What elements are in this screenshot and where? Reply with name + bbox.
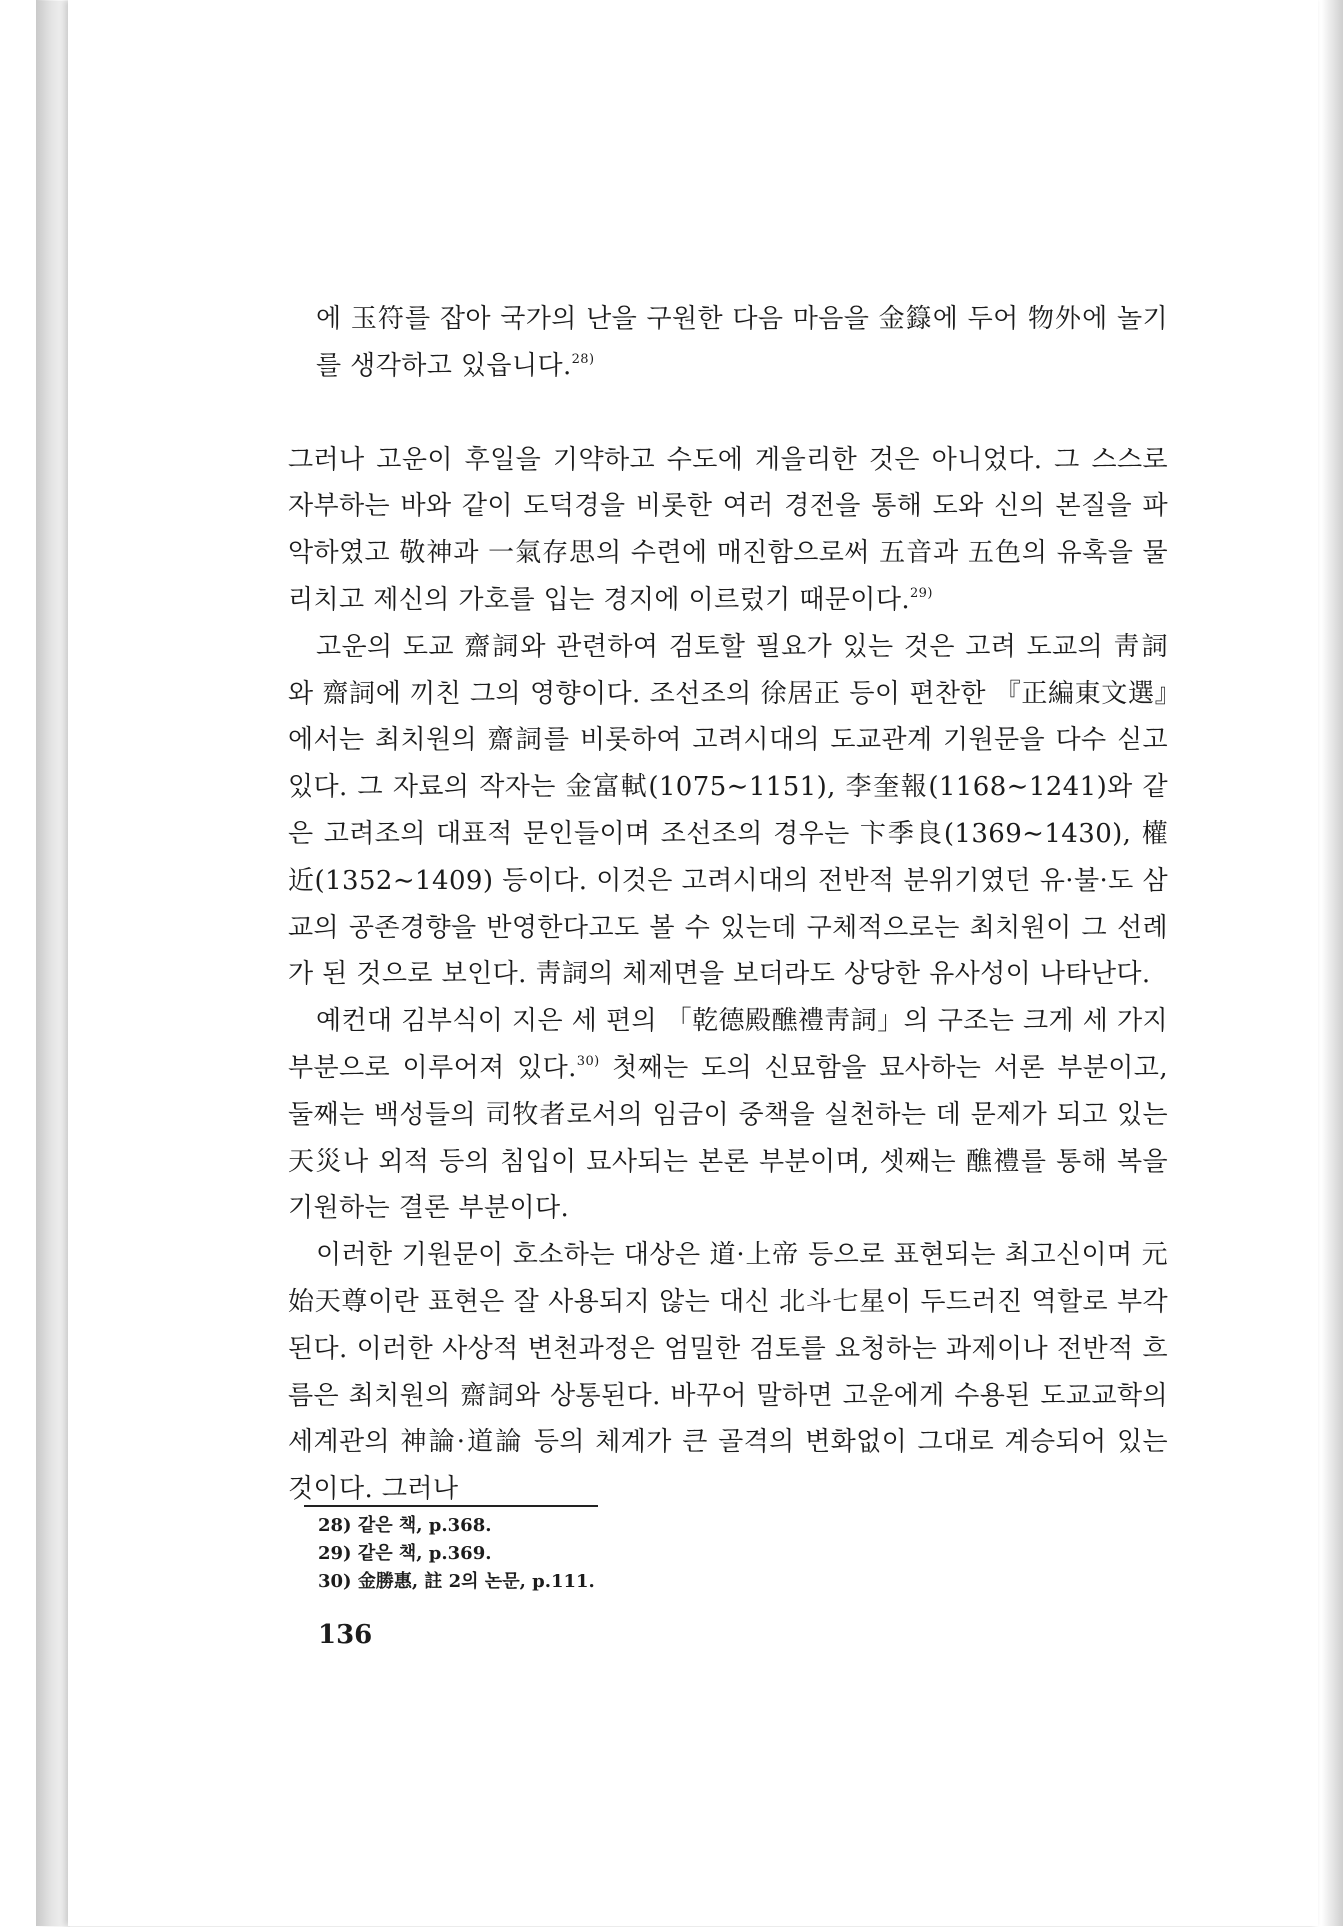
page-number: 136 (318, 1620, 373, 1650)
footnote-ref: 30) (576, 1053, 600, 1069)
paragraph: 이러한 기원문이 호소하는 대상은 道·上帝 등으로 표현되는 최고신이며 元始天尊이란 표현은 잘 사용되지 않는 대신 北斗七星이 두드러진 역할로 부각된다. 이러한 사상적 변천과정은 엄밀한 검토를 요청하는 과제이나 전반적 흐름은 최치원의 齋詞와 상통된다. 바꾸어 말하면 고운에게 수용된 도교교학의 세계관의 神論·道論 등의 체계가 큰 골격의 변화없이 그대로 계승되어 있는 것이다. 그러나 (288, 1240, 1168, 1505)
paragraph: 고운의 도교 齋詞와 관련하여 검토할 필요가 있는 것은 고려 도교의 靑詞와 齋詞에 끼친 그의 영향이다. 조선조의 徐居正 등이 편찬한 『正編東文選』에서는 최치원의 齋詞를 비롯하여 고려시대의 도교관계 기원문을 다수 싣고 있다. 그 자료의 작자는 金富軾(1075∼1151), 李奎報(1168∼1241)와 같은 고려조의 대표적 문인들이며 조선조의 경우는 卞季良(1369∼1430), 權近(1352∼1409) 등이다. 이것은 고려시대의 전반적 분위기였던 유·불·도 삼교의 공존경향을 반영한다고도 볼 수 있는데 구체적으로는 최치원이 그 선례가 된 것으로 보인다. 靑詞의 체제면을 보더라도 상당한 유사성이 나타난다. (288, 631, 1168, 990)
quote-text: 에 玉符를 잡아 국가의 난을 구원한 다음 마음을 金籙에 두어 物外에 놀기를 생각하고 있읍니다. (316, 304, 1168, 381)
paragraph-text: 예컨대 김부식이 지은 세 편의 「乾德殿醮禮靑詞」의 구조는 크게 세 가지 부분으로 이루어져 있다. (288, 1006, 1168, 1083)
paragraph-text: 그러나 고운이 후일을 기약하고 수도에 게을리한 것은 아니었다. 그 스스로 자부하는 바와 같이 도덕경을 비롯한 여러 경전을 통해 도와 신의 본질을 파악하였고 敬神과 一氣存思의 수련에 매진함으로써 五音과 五色의 유혹을 물리치고 제신의 가호를 입는 경지에 이르렀기 때문이다. (288, 444, 1168, 615)
body-text (288, 296, 1168, 1513)
paragraph-gap (288, 390, 1168, 437)
footnote: 30) 金勝惠, 註 2의 논문, p.111. (318, 1571, 595, 1592)
book-spine-edge (36, 0, 70, 1927)
footnotes (318, 1512, 918, 1596)
block-quote (288, 296, 1168, 390)
page-right-edge (1321, 0, 1343, 1926)
footnote-ref: 29) (910, 585, 933, 601)
footnote-ref: 28) (571, 351, 595, 367)
footnote: 28) 같은 책, p.368. (318, 1515, 492, 1536)
paragraph (288, 437, 1168, 624)
footnote: 29) 같은 책, p.369. (318, 1543, 492, 1564)
paragraph-text: 첫째는 도의 신묘함을 묘사하는 서론 부분이고, 둘째는 백성들의 司牧者로서의 임금이 중책을 실천하는 데 문제가 되고 있는 天災나 외적 등의 침입이 묘사되는 본론 부분이며, 셋째는 醮禮를 통해 복을 기원하는 결론 부분이다. (288, 1052, 1168, 1224)
paragraph (288, 998, 1168, 1232)
footnote-divider (304, 1505, 598, 1507)
